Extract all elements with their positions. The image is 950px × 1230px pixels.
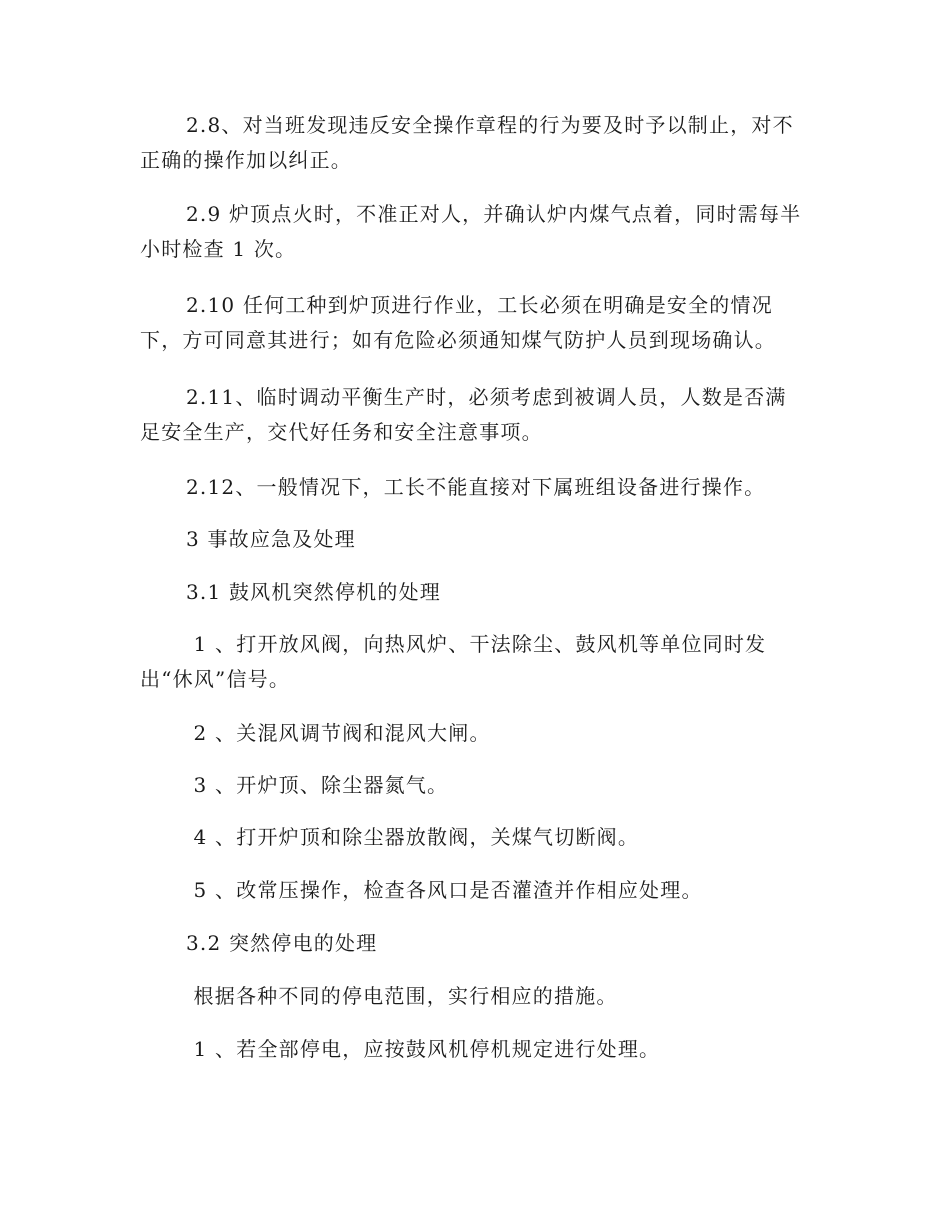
paragraph-line: 3.2 突然停电的处理: [186, 931, 378, 955]
paragraph-line: 2.12、一般情况下，工长不能直接对下属班组设备进行操作。: [186, 475, 766, 499]
list-item-3-1-3: [186, 768, 448, 803]
list-item-3-1-5: [186, 873, 703, 908]
paragraph-line: 正确的操作加以纠正。: [140, 148, 352, 172]
paragraph-line: 小时检查 1 次。: [140, 237, 297, 261]
paragraph-line: 2.9 炉顶点火时，不准正对人，并确认炉内煤气点着，同时需每半: [186, 202, 802, 226]
paragraph-line: 2.11、临时调动平衡生产时，必须考虑到被调人员，人数是否满: [186, 385, 787, 409]
paragraph-2-11: [140, 380, 787, 450]
paragraph-line: 3 、开炉顶、除尘器氮气。: [186, 773, 449, 797]
paragraph-line: 2 、关混风调节阀和混风大闸。: [186, 721, 491, 745]
list-item-3-1-2: [186, 716, 491, 751]
section-heading-3: [186, 522, 356, 557]
paragraph-line: 2.10 任何工种到炉顶进行作业，工长必须在明确是安全的情况: [186, 293, 773, 317]
list-item-3-1-1: [140, 627, 766, 697]
paragraph-2-12: [186, 470, 765, 505]
list-item-3-2-1: [186, 1032, 660, 1067]
paragraph-line: 2.8、对当班发现违反安全操作章程的行为要及时予以制止，对不: [186, 113, 794, 137]
list-item-3-1-4: [186, 820, 639, 855]
paragraph-line: 1 、打开放风阀，向热风炉、干法除尘、鼓风机等单位同时发: [186, 632, 767, 656]
subsection-heading-3-1: [186, 575, 441, 610]
subsection-heading-3-2: [186, 926, 377, 961]
paragraph-line: 1 、若全部停电，应按鼓风机停机规定进行处理。: [186, 1037, 661, 1061]
paragraph-2-8: [140, 108, 794, 178]
paragraph-3-2-intro: [186, 979, 618, 1014]
paragraph-line: 根据各种不同的停电范围，实行相应的措施。: [186, 984, 618, 1008]
paragraph-line: 4 、打开炉顶和除尘器放散阀，关煤气切断阀。: [186, 825, 640, 849]
paragraph-line: 3 事故应急及处理: [186, 527, 356, 551]
paragraph-line: 出“休风”信号。: [140, 667, 291, 691]
paragraph-line: 下，方可同意其进行；如有危险必须通知煤气防护人员到现场确认。: [140, 328, 776, 352]
paragraph-line: 足安全生产，交代好任务和安全注意事项。: [140, 420, 543, 444]
paragraph-2-9: [140, 197, 801, 267]
paragraph-2-10: [140, 288, 776, 358]
paragraph-line: 3.1 鼓风机突然停机的处理: [186, 580, 441, 604]
paragraph-line: 5 、改常压操作，检查各风口是否灌渣并作相应处理。: [186, 878, 703, 902]
